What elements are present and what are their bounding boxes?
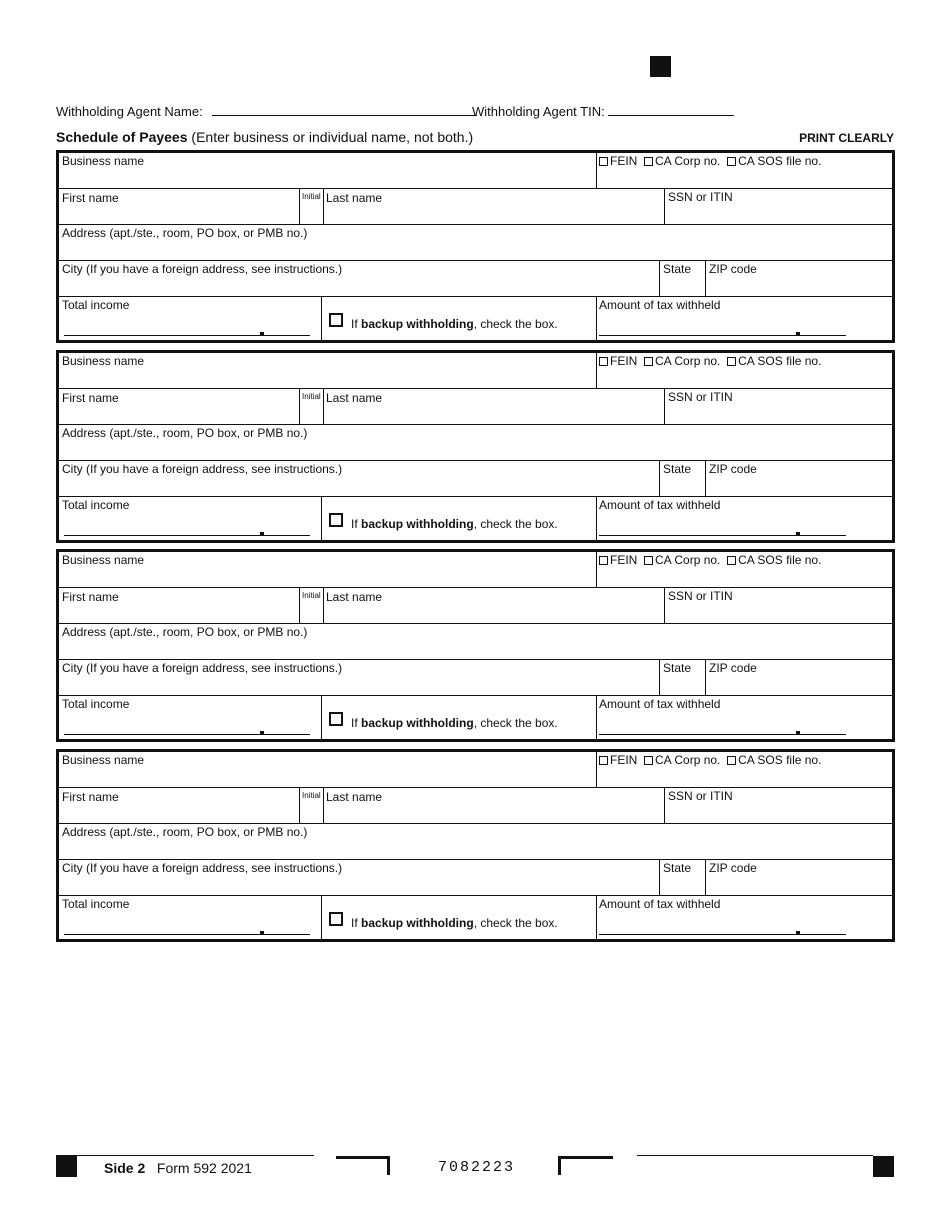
business-name-label: Business name <box>62 553 145 567</box>
total-income-field[interactable] <box>64 734 310 735</box>
divider <box>664 588 665 624</box>
tax-withheld-label: Amount of tax withheld <box>599 697 721 711</box>
zip-label: ZIP code <box>709 861 757 875</box>
total-income-field[interactable] <box>64 535 310 536</box>
city-row <box>59 461 892 497</box>
state-label: State <box>663 462 692 476</box>
ca-corp-checkbox[interactable] <box>644 157 653 166</box>
corner-bracket-left <box>336 1156 390 1175</box>
entity-id-options <box>599 154 821 168</box>
ca-corp-checkbox[interactable] <box>644 756 653 765</box>
divider <box>321 696 322 739</box>
backup-withholding-checkbox[interactable] <box>329 912 343 926</box>
agent-name-row <box>56 103 477 119</box>
footer-side <box>104 1160 252 1176</box>
first-name-label: First name <box>62 590 119 604</box>
fein-checkbox[interactable] <box>599 157 608 166</box>
zip-label: ZIP code <box>709 462 757 476</box>
divider <box>596 896 597 939</box>
city-row <box>59 660 892 696</box>
tax-withheld-label: Amount of tax withheld <box>599 897 721 911</box>
divider <box>299 788 300 824</box>
tax-withheld-label: Amount of tax withheld <box>599 498 721 512</box>
address-label: Address (apt./ste., room, PO box, or PMB no.) <box>62 625 308 639</box>
ssn-itin-label: SSN or ITIN <box>668 789 733 803</box>
backup-bold: backup withholding <box>361 317 474 331</box>
divider <box>321 297 322 340</box>
entity-id-options <box>599 354 821 368</box>
divider <box>323 389 324 425</box>
backup-suffix: , check the box. <box>473 716 558 730</box>
address-row <box>59 225 892 261</box>
fein-label: FEIN <box>610 753 638 767</box>
fein-label: FEIN <box>610 354 638 368</box>
ca-sos-label: CA SOS file no. <box>738 553 822 567</box>
divider <box>659 860 660 896</box>
fein-checkbox[interactable] <box>599 556 608 565</box>
income-row <box>59 297 892 340</box>
schedule-title-bold: Schedule of Payees <box>56 129 188 145</box>
footer-line-left <box>56 1155 314 1156</box>
state-label: State <box>663 661 692 675</box>
backup-suffix: , check the box. <box>473 517 558 531</box>
total-income-field[interactable] <box>64 934 310 935</box>
initial-label: Initial <box>302 392 321 401</box>
agent-name-label: Withholding Agent Name: <box>56 104 203 119</box>
city-label: City (If you have a foreign address, see instructions.) <box>62 262 343 276</box>
footer-side-label: Side 2 <box>104 1160 146 1176</box>
ca-sos-label: CA SOS file no. <box>738 154 822 168</box>
footer-line-right <box>637 1155 873 1156</box>
divider <box>321 497 322 540</box>
divider <box>596 497 597 540</box>
divider <box>659 261 660 297</box>
tax-withheld-field[interactable] <box>599 335 846 336</box>
total-income-label: Total income <box>62 298 130 312</box>
backup-bold: backup withholding <box>361 916 474 930</box>
ca-corp-label: CA Corp no. <box>655 553 721 567</box>
fein-checkbox[interactable] <box>599 756 608 765</box>
registration-mark-top <box>650 56 671 77</box>
backup-withholding-label <box>351 716 558 730</box>
divider <box>321 896 322 939</box>
zip-label: ZIP code <box>709 262 757 276</box>
divider <box>705 261 706 297</box>
ssn-itin-label: SSN or ITIN <box>668 190 733 204</box>
total-income-label: Total income <box>62 697 130 711</box>
initial-label: Initial <box>302 791 321 800</box>
payee-block-2 <box>56 350 895 543</box>
entity-id-options <box>599 753 821 767</box>
income-row <box>59 696 892 739</box>
business-row <box>59 353 892 389</box>
divider <box>323 788 324 824</box>
agent-name-field[interactable] <box>212 103 477 116</box>
footer-code: 7082223 <box>438 1159 516 1176</box>
ca-corp-label: CA Corp no. <box>655 354 721 368</box>
ca-sos-checkbox[interactable] <box>727 357 736 366</box>
divider <box>664 189 665 225</box>
income-row <box>59 497 892 540</box>
address-label: Address (apt./ste., room, PO box, or PMB no.) <box>62 226 308 240</box>
entity-id-options <box>599 553 821 567</box>
business-row <box>59 153 892 189</box>
state-label: State <box>663 861 692 875</box>
address-label: Address (apt./ste., room, PO box, or PMB no.) <box>62 426 308 440</box>
backup-prefix: If <box>351 916 362 930</box>
ca-sos-checkbox[interactable] <box>727 756 736 765</box>
name-row <box>59 588 892 624</box>
ca-corp-label: CA Corp no. <box>655 154 721 168</box>
backup-withholding-checkbox[interactable] <box>329 313 343 327</box>
name-row <box>59 189 892 225</box>
divider <box>664 788 665 824</box>
last-name-label: Last name <box>326 590 383 604</box>
tax-withheld-field[interactable] <box>599 934 846 935</box>
tax-withheld-label: Amount of tax withheld <box>599 298 721 312</box>
registration-mark-bottom-right <box>873 1156 894 1177</box>
decimal-point <box>260 731 264 735</box>
divider <box>596 696 597 739</box>
print-clearly: PRINT CLEARLY <box>799 131 894 145</box>
tax-withheld-field[interactable] <box>599 734 846 735</box>
decimal-point <box>260 332 264 336</box>
divider <box>705 860 706 896</box>
total-income-label: Total income <box>62 897 130 911</box>
backup-prefix: If <box>351 517 362 531</box>
divider <box>705 660 706 696</box>
city-label: City (If you have a foreign address, see instructions.) <box>62 661 343 675</box>
business-name-label: Business name <box>62 753 145 767</box>
last-name-label: Last name <box>326 391 383 405</box>
name-row <box>59 788 892 824</box>
zip-label: ZIP code <box>709 661 757 675</box>
business-row <box>59 752 892 788</box>
divider <box>664 389 665 425</box>
divider <box>323 588 324 624</box>
divider <box>596 297 597 340</box>
backup-prefix: If <box>351 317 362 331</box>
last-name-label: Last name <box>326 191 383 205</box>
decimal-point <box>796 931 800 935</box>
decimal-point <box>796 731 800 735</box>
schedule-title <box>56 129 473 145</box>
backup-bold: backup withholding <box>361 517 474 531</box>
divider <box>659 660 660 696</box>
business-row <box>59 552 892 588</box>
divider <box>596 153 597 189</box>
backup-suffix: , check the box. <box>473 916 558 930</box>
fein-label: FEIN <box>610 553 638 567</box>
name-row <box>59 389 892 425</box>
address-row <box>59 624 892 660</box>
corner-bracket-right <box>558 1156 613 1175</box>
backup-withholding-checkbox[interactable] <box>329 513 343 527</box>
ca-sos-checkbox[interactable] <box>727 556 736 565</box>
city-label: City (If you have a foreign address, see instructions.) <box>62 861 343 875</box>
fein-checkbox[interactable] <box>599 357 608 366</box>
decimal-point <box>260 532 264 536</box>
divider <box>596 552 597 588</box>
first-name-label: First name <box>62 391 119 405</box>
ssn-itin-label: SSN or ITIN <box>668 390 733 404</box>
decimal-point <box>796 532 800 536</box>
registration-mark-bottom-left <box>56 1156 77 1177</box>
backup-withholding-label <box>351 517 558 531</box>
last-name-label: Last name <box>326 790 383 804</box>
backup-withholding-checkbox[interactable] <box>329 712 343 726</box>
decimal-point <box>260 931 264 935</box>
initial-label: Initial <box>302 591 321 600</box>
income-row <box>59 896 892 939</box>
backup-withholding-label <box>351 916 558 930</box>
ssn-itin-label: SSN or ITIN <box>668 589 733 603</box>
address-row <box>59 824 892 860</box>
payee-block-1 <box>56 150 895 343</box>
city-label: City (If you have a foreign address, see instructions.) <box>62 462 343 476</box>
schedule-title-note: (Enter business or individual name, not both.) <box>191 129 474 145</box>
total-income-label: Total income <box>62 498 130 512</box>
divider <box>659 461 660 497</box>
tax-withheld-field[interactable] <box>599 535 846 536</box>
backup-suffix: , check the box. <box>473 317 558 331</box>
agent-tin-row <box>472 103 734 119</box>
ca-corp-label: CA Corp no. <box>655 753 721 767</box>
first-name-label: First name <box>62 790 119 804</box>
divider <box>323 189 324 225</box>
business-name-label: Business name <box>62 354 145 368</box>
address-label: Address (apt./ste., room, PO box, or PMB no.) <box>62 825 308 839</box>
backup-prefix: If <box>351 716 362 730</box>
backup-withholding-label <box>351 317 558 331</box>
divider <box>596 353 597 389</box>
divider <box>299 189 300 225</box>
fein-label: FEIN <box>610 154 638 168</box>
footer-form-label: Form 592 2021 <box>156 1160 252 1176</box>
state-label: State <box>663 262 692 276</box>
payee-block-3 <box>56 549 895 742</box>
business-name-label: Business name <box>62 154 145 168</box>
divider <box>596 752 597 788</box>
agent-tin-field[interactable] <box>608 103 734 116</box>
backup-bold: backup withholding <box>361 716 474 730</box>
ca-sos-label: CA SOS file no. <box>738 354 822 368</box>
divider <box>705 461 706 497</box>
ca-sos-checkbox[interactable] <box>727 157 736 166</box>
city-row <box>59 860 892 896</box>
initial-label: Initial <box>302 192 321 201</box>
first-name-label: First name <box>62 191 119 205</box>
payee-block-4 <box>56 749 895 942</box>
agent-tin-label: Withholding Agent TIN: <box>472 104 605 119</box>
divider <box>299 389 300 425</box>
ca-corp-checkbox[interactable] <box>644 357 653 366</box>
ca-sos-label: CA SOS file no. <box>738 753 822 767</box>
ca-corp-checkbox[interactable] <box>644 556 653 565</box>
city-row <box>59 261 892 297</box>
address-row <box>59 425 892 461</box>
decimal-point <box>796 332 800 336</box>
divider <box>299 588 300 624</box>
total-income-field[interactable] <box>64 335 310 336</box>
